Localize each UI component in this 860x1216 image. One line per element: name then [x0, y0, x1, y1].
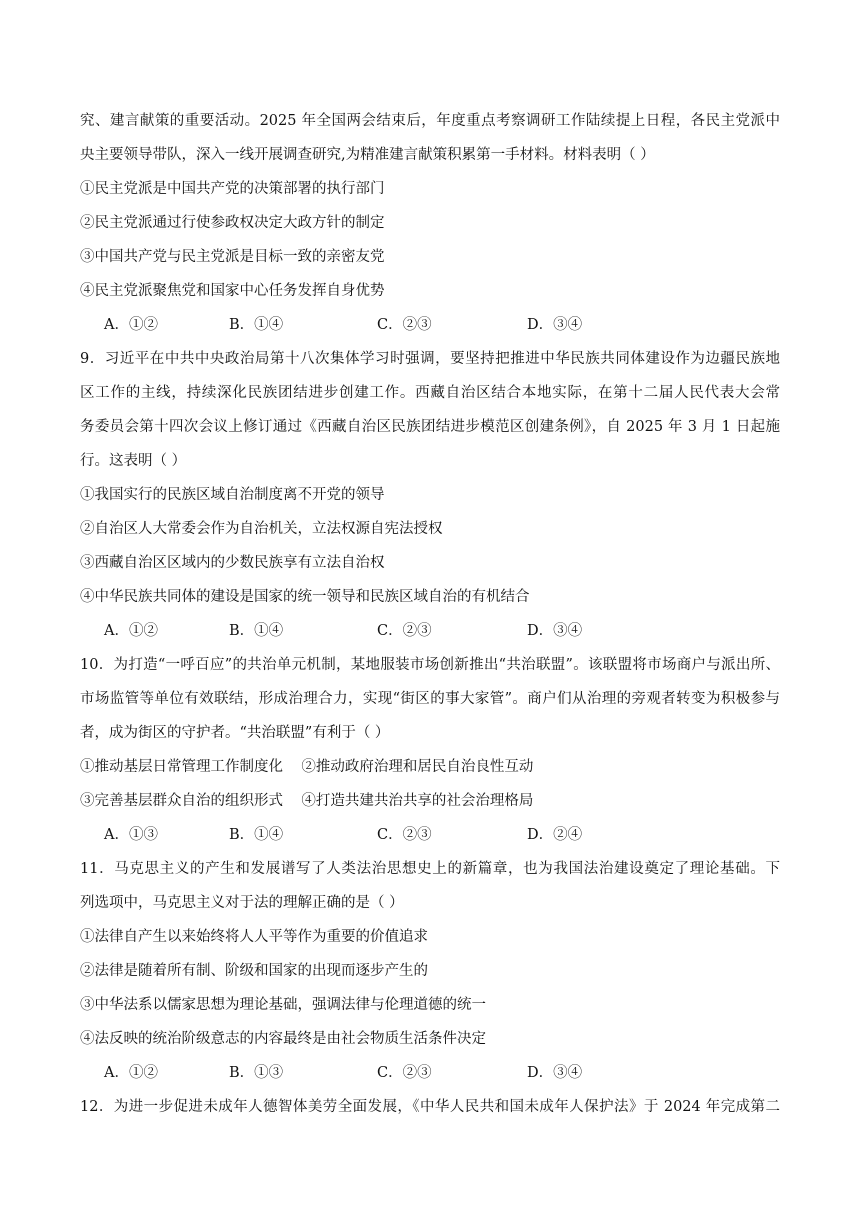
q9-option-c[interactable]: C．②③ — [377, 623, 432, 639]
q11-stem-line-1: 11．马克思主义的产生和发展谱写了人类法治思想史上的新篇章，也为我国法治建设奠定了理论基础。下 — [80, 861, 780, 877]
q9-item-2: ②自治区人大常委会作为自治机关，立法权源自宪法授权 — [80, 521, 443, 537]
q9-option-b[interactable]: B．①④ — [229, 623, 284, 639]
q11-option-a[interactable]: A．①② — [104, 1065, 158, 1081]
q10-option-b[interactable]: B．①④ — [229, 827, 284, 843]
q11-option-b[interactable]: B．①③ — [229, 1065, 284, 1081]
q10-items-row-2: ③完善基层群众自治的组织形式 ④打造共建共治共享的社会治理格局 — [80, 793, 534, 809]
q11-item-3: ③中华法系以儒家思想为理论基础，强调法律与伦理道德的统一 — [80, 997, 486, 1013]
q8-stem-line-2: 央主要领导带队，深入一线开展调查研究,为精准建言献策积累第一手材料。材料表明（ ） — [80, 147, 655, 163]
q9-stem-line-3: 务委员会第十四次会议上修订通过《西藏自治区民族团结进步模范区创建条例》，自 2025 年 3 月 1 日起施 — [80, 419, 780, 435]
q8-stem-line-1: 究、建言献策的重要活动。2025 年全国两会结束后，年度重点考察调研工作陆续提上日程，各民主党派中 — [80, 113, 780, 129]
q10-option-a[interactable]: A．①③ — [104, 827, 158, 843]
q8-item-1: ①民主党派是中国共产党的决策部署的执行部门 — [80, 181, 385, 197]
q8-option-d[interactable]: D．③④ — [527, 317, 583, 333]
q9-item-4: ④中华民族共同体的建设是国家的统一领导和民族区域自治的有机结合 — [80, 589, 530, 605]
q8-option-b[interactable]: B．①④ — [229, 317, 284, 333]
q11-option-d[interactable]: D．③④ — [527, 1065, 583, 1081]
q10-option-d[interactable]: D．②④ — [527, 827, 583, 843]
q9-stem-line-1: 9．习近平在中共中央政治局第十八次集体学习时强调，要坚持把推进中华民族共同体建设作为边疆民族地 — [80, 351, 780, 367]
q10-stem-line-1: 10．为打造“一呼百应”的共治单元机制，某地服装市场创新推出“共治联盟”。该联盟将市场商户与派出所、 — [80, 657, 780, 673]
q9-stem-line-2: 区工作的主线，持续深化民族团结进步创建工作。西藏自治区结合本地实际，在第十二届人民代表大会常 — [80, 385, 780, 401]
q8-item-2: ②民主党派通过行使参政权决定大政方针的制定 — [80, 215, 385, 231]
q9-item-3: ③西藏自治区区域内的少数民族享有立法自治权 — [80, 555, 385, 571]
q10-stem-line-2: 市场监管等单位有效联结，形成治理合力，实现“街区的事大家管”。商户们从治理的旁观者转变为积极参与 — [80, 691, 780, 707]
q11-stem-line-2: 列选项中，马克思主义对于法的理解正确的是（ ） — [80, 895, 404, 911]
q11-item-2: ②法律是随着所有制、阶级和国家的出现而逐步产生的 — [80, 963, 428, 979]
q10-stem-line-3: 者，成为街区的守护者。“共治联盟”有利于（ ） — [80, 725, 390, 741]
q9-option-a[interactable]: A．①② — [104, 623, 158, 639]
q11-item-4: ④法反映的统治阶级意志的内容最终是由社会物质生活条件决定 — [80, 1031, 486, 1047]
q9-option-d[interactable]: D．③④ — [527, 623, 583, 639]
q12-stem-line-1: 12．为进一步促进未成年人德智体美劳全面发展，《中华人民共和国未成年人保护法》于 2024 年完成第二 — [80, 1099, 780, 1115]
q9-stem-line-4: 行。这表明（ ） — [80, 453, 187, 469]
q8-item-4: ④民主党派聚焦党和国家中心任务发挥自身优势 — [80, 283, 385, 299]
q8-item-3: ③中国共产党与民主党派是目标一致的亲密友党 — [80, 249, 385, 265]
q8-option-c[interactable]: C．②③ — [377, 317, 432, 333]
q11-option-c[interactable]: C．②③ — [377, 1065, 432, 1081]
q10-items-row-1: ①推动基层日常管理工作制度化 ②推动政府治理和居民自治良性互动 — [80, 759, 534, 775]
q10-option-c[interactable]: C．②③ — [377, 827, 432, 843]
q11-item-1: ①法律自产生以来始终将人人平等作为重要的价值追求 — [80, 929, 428, 945]
q8-option-a[interactable]: A．①② — [104, 317, 158, 333]
q9-item-1: ①我国实行的民族区域自治制度离不开党的领导 — [80, 487, 385, 503]
